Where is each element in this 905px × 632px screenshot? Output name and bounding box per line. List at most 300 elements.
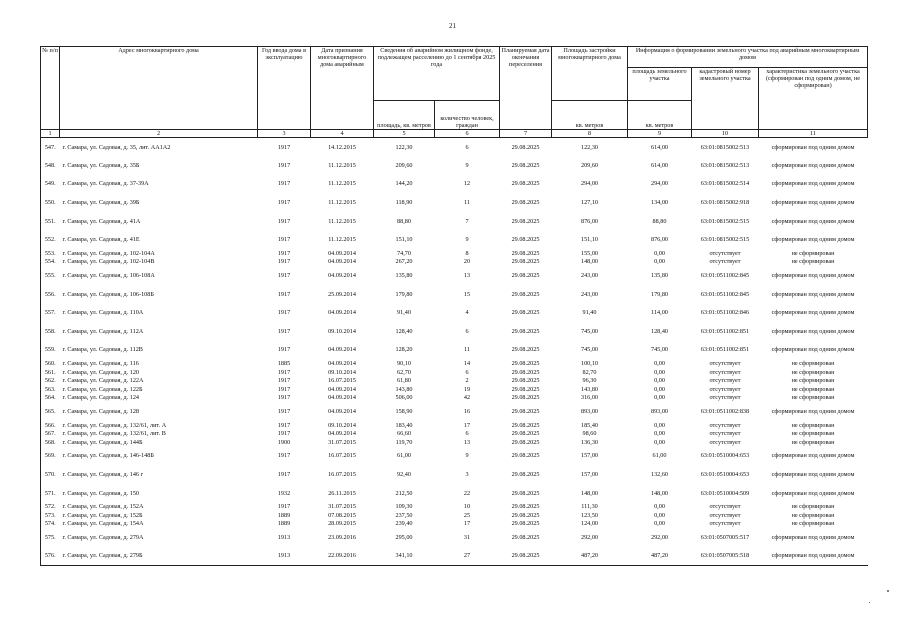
building-area-cell: 122,30: [580, 143, 598, 151]
address-cell: г. Самара, ул. Садовая, д. 102-104А: [62, 249, 155, 257]
emergency-date-cell: 23.09.2016: [328, 533, 356, 541]
land-area-cell: 0,00: [654, 430, 665, 438]
scan-speck: [887, 590, 889, 592]
header-characteristic: характеристика земельного участка (сформирован под одним домом, не сформирован): [759, 68, 868, 130]
year-cell: 1917: [277, 180, 291, 188]
year-cell: 1900: [277, 438, 291, 446]
row-number: 559.: [41, 341, 60, 360]
row-number: 566.: [41, 421, 60, 430]
table-row: [41, 175, 868, 194]
people-cell: 6: [465, 143, 469, 151]
people-cell: 17: [463, 421, 471, 429]
people-cell: 6: [465, 368, 469, 376]
table-row: [41, 193, 868, 212]
address-cell: г. Самара, ул. Садовая, д. 37-39А: [62, 180, 149, 188]
area-cell: 143,80: [395, 385, 413, 393]
header-date-emergency: Дата признания многоквартирного дома аварийным: [311, 47, 374, 130]
table-row: [41, 359, 868, 368]
address-cell: г. Самара, ул. Садовая, д. 112В: [62, 346, 143, 354]
cadastral-number-cell: отсутствует: [709, 520, 741, 528]
cadastral-number-cell: 63:01:0511002:851: [700, 327, 750, 335]
land-characteristic-cell: сформирован под одним домом: [771, 161, 855, 169]
row-number: 565.: [41, 402, 60, 421]
land-area-cell: 0,00: [654, 360, 665, 368]
year-cell: 1917: [277, 430, 291, 438]
land-characteristic-cell: сформирован под одним домом: [771, 272, 855, 280]
area-cell: 92,40: [397, 470, 411, 478]
cadastral-number-cell: отсутствует: [709, 385, 741, 393]
area-cell: 183,40: [395, 421, 413, 429]
planned-date-cell: 29.08.2025: [511, 430, 540, 438]
emergency-date-cell: 04.09.2014: [328, 394, 356, 402]
planned-date-cell: 29.08.2025: [500, 547, 552, 566]
building-area-cell: 243,00: [580, 272, 598, 280]
address-cell: г. Самара, ул. Садовая, д. 128: [62, 407, 140, 415]
land-characteristic-cell: сформирован под одним домом: [771, 533, 855, 541]
col-number: 9: [628, 130, 692, 138]
table-row: [41, 502, 868, 511]
table-row: [41, 484, 868, 503]
building-area-cell: 185,40: [580, 421, 598, 429]
area-cell: 128,40: [395, 327, 413, 335]
cadastral-number-cell: отсутствует: [709, 503, 741, 511]
area-cell: 109,30: [395, 503, 413, 511]
emergency-date-cell: 11.12.2015: [328, 236, 356, 244]
address-cell: г. Самара, ул. Садовая, д. 122Б: [62, 385, 143, 393]
address-cell: г. Самара, ул. Садовая, д. 279Б: [60, 547, 258, 566]
emergency-date-cell: 07.08.2015: [328, 511, 356, 519]
planned-date-cell: 29.08.2025: [511, 368, 540, 376]
people-cell: 3: [465, 470, 469, 478]
land-area-cell: 134,00: [650, 199, 668, 207]
land-characteristic-cell: не сформирован: [791, 520, 835, 528]
cadastral-number-cell: отсутствует: [709, 258, 741, 266]
planned-date-cell: 29.08.2025: [511, 346, 540, 354]
land-area-cell: 135,80: [650, 272, 668, 280]
year-cell: 1889: [277, 520, 291, 528]
scan-speck: [869, 602, 870, 603]
header-building-area-unit: кв. метров: [552, 101, 628, 130]
people-cell: 13: [463, 438, 471, 446]
cadastral-number-cell: отсутствует: [709, 438, 741, 446]
land-area-cell: 614,00: [650, 161, 668, 169]
col-number: 10: [692, 130, 759, 138]
table-row: [41, 266, 868, 285]
table-body: [41, 138, 868, 566]
planned-date-cell: 29.08.2025: [511, 421, 540, 429]
planned-date-cell: 29.08.2025: [511, 360, 540, 368]
table-row: [41, 528, 868, 547]
row-number: 548.: [41, 156, 60, 175]
land-area-cell: 876,00: [650, 236, 668, 244]
area-cell: 506,00: [395, 394, 413, 402]
area-cell: 341,10: [374, 547, 435, 566]
emergency-date-cell: 04.09.2014: [328, 258, 356, 266]
cadastral-number-cell: отсутствует: [709, 368, 741, 376]
table-row: [41, 547, 868, 566]
emergency-date-cell: 11.12.2015: [328, 217, 356, 225]
table-row: [41, 438, 868, 447]
table-row: [41, 511, 868, 520]
year-cell: 1917: [277, 470, 291, 478]
area-cell: 74,70: [397, 249, 411, 257]
planned-date-cell: 29.08.2025: [511, 199, 540, 207]
row-number: 552.: [41, 230, 60, 249]
land-characteristic-cell: не сформирован: [791, 249, 835, 257]
area-cell: 128,20: [395, 346, 413, 354]
cadastral-number-cell: 63:01:0815002:513: [700, 161, 750, 169]
land-characteristic-cell: сформирован под одним домом: [771, 236, 855, 244]
row-number: 549.: [41, 175, 60, 194]
table-row: [41, 447, 868, 466]
cadastral-number-cell: 63:01:0815002:514: [700, 180, 750, 188]
building-area-cell: 98,60: [582, 430, 597, 438]
people-cell: 42: [463, 394, 471, 402]
col-number: 7: [500, 130, 552, 138]
area-cell: 267,20: [395, 258, 413, 266]
address-cell: г. Самара, ул. Садовая, д. 116: [62, 360, 139, 368]
land-area-cell: 294,00: [650, 180, 668, 188]
address-cell: г. Самара, ул. Садовая, д. 120: [62, 368, 140, 376]
building-area-cell: 876,00: [580, 217, 598, 225]
cadastral-number-cell: отсутствует: [709, 421, 741, 429]
land-characteristic-cell: не сформирован: [791, 438, 835, 446]
land-characteristic-cell: не сформирован: [791, 258, 835, 266]
year-cell: 1917: [277, 407, 291, 415]
people-cell: 4: [465, 309, 469, 317]
address-cell: г. Самара, ул. Садовая, д. 154А: [62, 520, 144, 528]
building-area-cell: 123,50: [580, 511, 598, 519]
emergency-date-cell: 16.07.2015: [328, 470, 356, 478]
land-characteristic-cell: сформирован под одним домом: [771, 407, 855, 415]
building-area-cell: 143,80: [580, 385, 598, 393]
land-characteristic-cell: сформирован под одним домом: [771, 346, 855, 354]
address-cell: г. Самара, ул. Садовая, д. 110А: [62, 309, 144, 317]
building-area-cell: 127,10: [580, 199, 598, 207]
year-cell: 1917: [277, 394, 291, 402]
people-cell: 9: [465, 452, 469, 460]
cadastral-number-cell: 63:01:0507005:517: [700, 533, 750, 541]
land-area-cell: 292,00: [650, 533, 668, 541]
area-cell: 62,70: [397, 368, 411, 376]
address-cell: г. Самара, ул. Садовая, д. 122А: [62, 377, 144, 385]
year-cell: 1917: [277, 161, 291, 169]
emergency-date-cell: 11.12.2015: [328, 161, 356, 169]
land-characteristic-cell: сформирован под одним домом: [771, 452, 855, 460]
header-housing-info: Сведения об аварийном жилищном фонде, подлежащем расселению до 1 сентября 2025 года: [374, 47, 500, 101]
cadastral-number-cell: 63:01:0511002:851: [700, 346, 750, 354]
planned-date-cell: 29.08.2025: [511, 217, 540, 225]
year-cell: 1917: [277, 258, 291, 266]
planned-date-cell: 29.08.2025: [511, 489, 540, 497]
land-characteristic-cell: не сформирован: [791, 368, 835, 376]
area-cell: 239,40: [395, 520, 413, 528]
planned-date-cell: 29.08.2025: [511, 503, 540, 511]
col-number: 6: [435, 130, 500, 138]
year-cell: 1917: [277, 236, 291, 244]
people-cell: 2: [465, 377, 469, 385]
people-cell: 10: [463, 503, 471, 511]
land-characteristic-cell: сформирован под одним домом: [771, 470, 855, 478]
people-cell: 27: [435, 547, 500, 566]
emergency-date-cell: 04.09.2014: [328, 407, 356, 415]
header-no: № п/п: [41, 47, 60, 130]
area-cell: 118,90: [395, 199, 413, 207]
land-area-cell: 132,60: [650, 470, 668, 478]
address-cell: г. Самара, ул. Садовая, д. 124: [62, 394, 140, 402]
land-area-cell: 0,00: [654, 258, 665, 266]
emergency-date-cell: 31.07.2015: [328, 438, 356, 446]
cadastral-number-cell: отсутствует: [709, 394, 741, 402]
area-cell: 144,20: [395, 180, 413, 188]
header-land-area-unit: кв. метров: [628, 101, 692, 130]
row-number: 573.: [41, 511, 60, 520]
table-row: [41, 138, 868, 157]
land-characteristic-cell: не сформирован: [791, 511, 835, 519]
area-cell: 295,00: [395, 533, 413, 541]
planned-date-cell: 29.08.2025: [511, 258, 540, 266]
planned-date-cell: 29.08.2025: [511, 385, 540, 393]
people-cell: 11: [464, 199, 470, 207]
land-characteristic-cell: сформирован под одним домом: [771, 309, 855, 317]
land-characteristic-cell: не сформирован: [791, 421, 835, 429]
year-cell: 1917: [277, 290, 291, 298]
emergency-date-cell: 28.09.2015: [328, 520, 356, 528]
year-cell: 1913: [277, 533, 291, 541]
address-cell: г. Самара, ул. Садовая, д. 35, лит. АА1А2: [62, 143, 171, 151]
year-cell: 1917: [277, 503, 291, 511]
row-number: 553.: [41, 249, 60, 258]
area-cell: 212,50: [395, 489, 413, 497]
land-area-cell: 0,00: [654, 438, 665, 446]
building-area-cell: 294,00: [580, 180, 598, 188]
row-number: 570.: [41, 465, 60, 484]
planned-date-cell: 29.08.2025: [511, 452, 540, 460]
planned-date-cell: 29.08.2025: [511, 180, 540, 188]
building-area-cell: 745,00: [580, 327, 598, 335]
building-area-cell: 292,00: [580, 533, 598, 541]
row-number: 555.: [41, 266, 60, 285]
land-characteristic-cell: сформирован под одним домом: [771, 180, 855, 188]
year-cell: 1917: [277, 377, 291, 385]
emergency-date-cell: 31.07.2015: [328, 503, 356, 511]
cadastral-number-cell: 63:01:0815002:515: [700, 236, 750, 244]
planned-date-cell: 29.08.2025: [511, 520, 540, 528]
planned-date-cell: 29.08.2025: [511, 309, 540, 317]
building-area-cell: 82,70: [582, 368, 597, 376]
planned-date-cell: 29.08.2025: [511, 394, 540, 402]
land-area-cell: 148,00: [650, 489, 668, 497]
table-row: [41, 368, 868, 377]
land-area-cell: 487,20: [628, 547, 692, 566]
area-cell: 61,00: [397, 452, 411, 460]
planned-date-cell: 29.08.2025: [511, 236, 540, 244]
table-row: [41, 285, 868, 304]
cadastral-number-cell: 63:01:0815002:918: [700, 199, 750, 207]
year-cell: 1917: [277, 346, 291, 354]
area-cell: 119,70: [395, 438, 413, 446]
people-cell: 7: [465, 217, 469, 225]
address-cell: г. Самара, ул. Садовая, д. 150: [62, 489, 140, 497]
year-cell: 1917: [277, 309, 291, 317]
table-row: [41, 212, 868, 231]
land-characteristic-cell: не сформирован: [791, 377, 835, 385]
address-cell: г. Самара, ул. Садовая, д. 144Б: [62, 438, 143, 446]
address-cell: г. Самара, ул. Садовая, д. 146 г: [62, 470, 144, 478]
emergency-date-cell: 25.09.2014: [328, 290, 356, 298]
emergency-date-cell: 14.12.2015: [328, 143, 356, 151]
year-cell: 1917: [277, 199, 291, 207]
address-cell: г. Самара, ул. Садовая, д. 39Б: [62, 199, 140, 207]
area-cell: 122,30: [395, 143, 413, 151]
land-area-cell: 0,00: [654, 385, 665, 393]
cadastral-number-cell: отсутствует: [709, 511, 741, 519]
year-cell: 1913: [258, 547, 311, 566]
address-cell: г. Самара, ул. Садовая, д. 102-104В: [62, 258, 155, 266]
building-area-cell: 96,30: [582, 377, 597, 385]
table-row: [41, 421, 868, 430]
year-cell: 1917: [277, 272, 291, 280]
col-number: 5: [374, 130, 435, 138]
people-cell: 19: [463, 385, 471, 393]
people-cell: 20: [463, 258, 471, 266]
table-row: [41, 258, 868, 267]
address-cell: г. Самара, ул. Садовая, д. 152Б: [62, 511, 143, 519]
col-number: 8: [552, 130, 628, 138]
emergency-date-cell: 11.12.2015: [328, 199, 356, 207]
year-cell: 1885: [277, 360, 291, 368]
emergency-date-cell: 09.10.2014: [328, 421, 356, 429]
cadastral-number-cell: отсутствует: [709, 430, 741, 438]
planned-date-cell: 29.08.2025: [511, 249, 540, 257]
land-characteristic-cell: не сформирован: [791, 503, 835, 511]
land-area-cell: 0,00: [654, 249, 665, 257]
people-cell: 25: [463, 511, 471, 519]
emergency-date-cell: 04.09.2014: [328, 346, 356, 354]
table-row: [41, 429, 868, 438]
table-row: [41, 303, 868, 322]
land-area-cell: 0,00: [654, 377, 665, 385]
header-year: Год ввода дома в эксплуатацию: [258, 47, 311, 130]
row-number: 575.: [41, 528, 60, 547]
planned-date-cell: 29.08.2025: [511, 438, 540, 446]
planned-date-cell: 29.08.2025: [511, 533, 540, 541]
planned-date-cell: 29.08.2025: [511, 161, 540, 169]
planned-date-cell: 29.08.2025: [511, 290, 540, 298]
cadastral-number-cell: отсутствует: [709, 360, 741, 368]
land-characteristic-cell: сформирован под одним домом: [771, 217, 855, 225]
planned-date-cell: 29.08.2025: [511, 511, 540, 519]
row-number: 568.: [41, 438, 60, 447]
area-cell: 179,80: [395, 290, 413, 298]
people-cell: 8: [465, 249, 469, 257]
address-cell: г. Самара, ул. Садовая, д. 152А: [62, 503, 144, 511]
header-planned-date: Планируемая дата окончания переселения: [500, 47, 552, 130]
address-cell: г. Самара, ул. Садовая, д. 279А: [62, 533, 144, 541]
address-cell: г. Самара, ул. Садовая, д. 146-148Б: [62, 452, 154, 460]
header-land-area: площадь земельного участка: [628, 68, 692, 101]
land-area-cell: 179,80: [650, 290, 668, 298]
land-area-cell: 0,00: [654, 394, 665, 402]
building-area-cell: 209,60: [580, 161, 598, 169]
table-row: [41, 341, 868, 360]
emergency-date-cell: 11.12.2015: [328, 180, 356, 188]
planned-date-cell: 29.08.2025: [511, 143, 540, 151]
row-number: 562.: [41, 376, 60, 385]
header-people: количество человек, граждан: [435, 101, 500, 130]
year-cell: 1917: [277, 385, 291, 393]
row-number: 564.: [41, 394, 60, 403]
cadastral-number-cell: 63:01:0511002:838: [700, 407, 750, 415]
table-row: [41, 520, 868, 529]
table-row: [41, 230, 868, 249]
emergency-date-cell: 04.09.2014: [328, 360, 356, 368]
emergency-date-cell: 04.09.2014: [328, 430, 356, 438]
cadastral-number-cell: 63:01:0510004:653: [700, 452, 750, 460]
planned-date-cell: 29.08.2025: [511, 407, 540, 415]
column-number-row: [41, 130, 868, 138]
row-number: 571.: [41, 484, 60, 503]
land-area-cell: 0,00: [654, 511, 665, 519]
header-cadastral: кадастровый номер земельного участка: [692, 68, 759, 130]
building-area-cell: 316,00: [580, 394, 598, 402]
planned-date-cell: 29.08.2025: [511, 377, 540, 385]
people-cell: 14: [463, 360, 471, 368]
planned-date-cell: 29.08.2025: [511, 470, 540, 478]
year-cell: 1917: [277, 327, 291, 335]
row-number: 563.: [41, 385, 60, 394]
building-area-cell: 151,10: [580, 236, 598, 244]
area-cell: 135,80: [395, 272, 413, 280]
year-cell: 1932: [277, 489, 291, 497]
row-number: 554.: [41, 258, 60, 267]
row-number: 574.: [41, 520, 60, 529]
building-area-cell: 157,00: [580, 470, 598, 478]
emergency-date-cell: 04.09.2014: [328, 309, 356, 317]
building-area-cell: 745,00: [580, 346, 598, 354]
row-number: 576.: [41, 547, 60, 566]
building-area-cell: 893,00: [580, 407, 598, 415]
land-characteristic-cell: не сформирован: [791, 430, 835, 438]
row-number: 557.: [41, 303, 60, 322]
col-number: 1: [41, 130, 60, 138]
area-cell: 66,60: [397, 430, 411, 438]
land-area-cell: 0,00: [654, 421, 665, 429]
address-cell: г. Самара, ул. Садовая, д. 35Б: [62, 161, 140, 169]
land-area-cell: 128,40: [650, 327, 668, 335]
building-area-cell: 124,00: [580, 520, 598, 528]
emergency-date-cell: 04.09.2014: [328, 385, 356, 393]
cadastral-number-cell: 63:01:0511002:845: [700, 272, 750, 280]
cadastral-number-cell: 63:01:0815002:513: [700, 143, 750, 151]
people-cell: 6: [465, 327, 469, 335]
land-area-cell: 0,00: [654, 368, 665, 376]
people-cell: 15: [463, 290, 471, 298]
header-address: Адрес многоквартирного дома: [60, 47, 258, 130]
people-cell: 9: [465, 161, 469, 169]
cadastral-number-cell: отсутствует: [709, 249, 741, 257]
building-area-cell: 91,40: [582, 309, 597, 317]
emergency-date-cell: 04.09.2014: [328, 249, 356, 257]
area-cell: 237,50: [395, 511, 413, 519]
address-cell: г. Самара, ул. Садовая, д. 41Е: [62, 236, 140, 244]
land-characteristic-cell: сформирован под одним домом: [771, 290, 855, 298]
row-number: 567.: [41, 429, 60, 438]
building-area-cell: 157,00: [580, 452, 598, 460]
header-building-area: Площадь застройки многоквартирного дома: [552, 47, 628, 101]
area-cell: 91,40: [397, 309, 411, 317]
table-row: [41, 394, 868, 403]
